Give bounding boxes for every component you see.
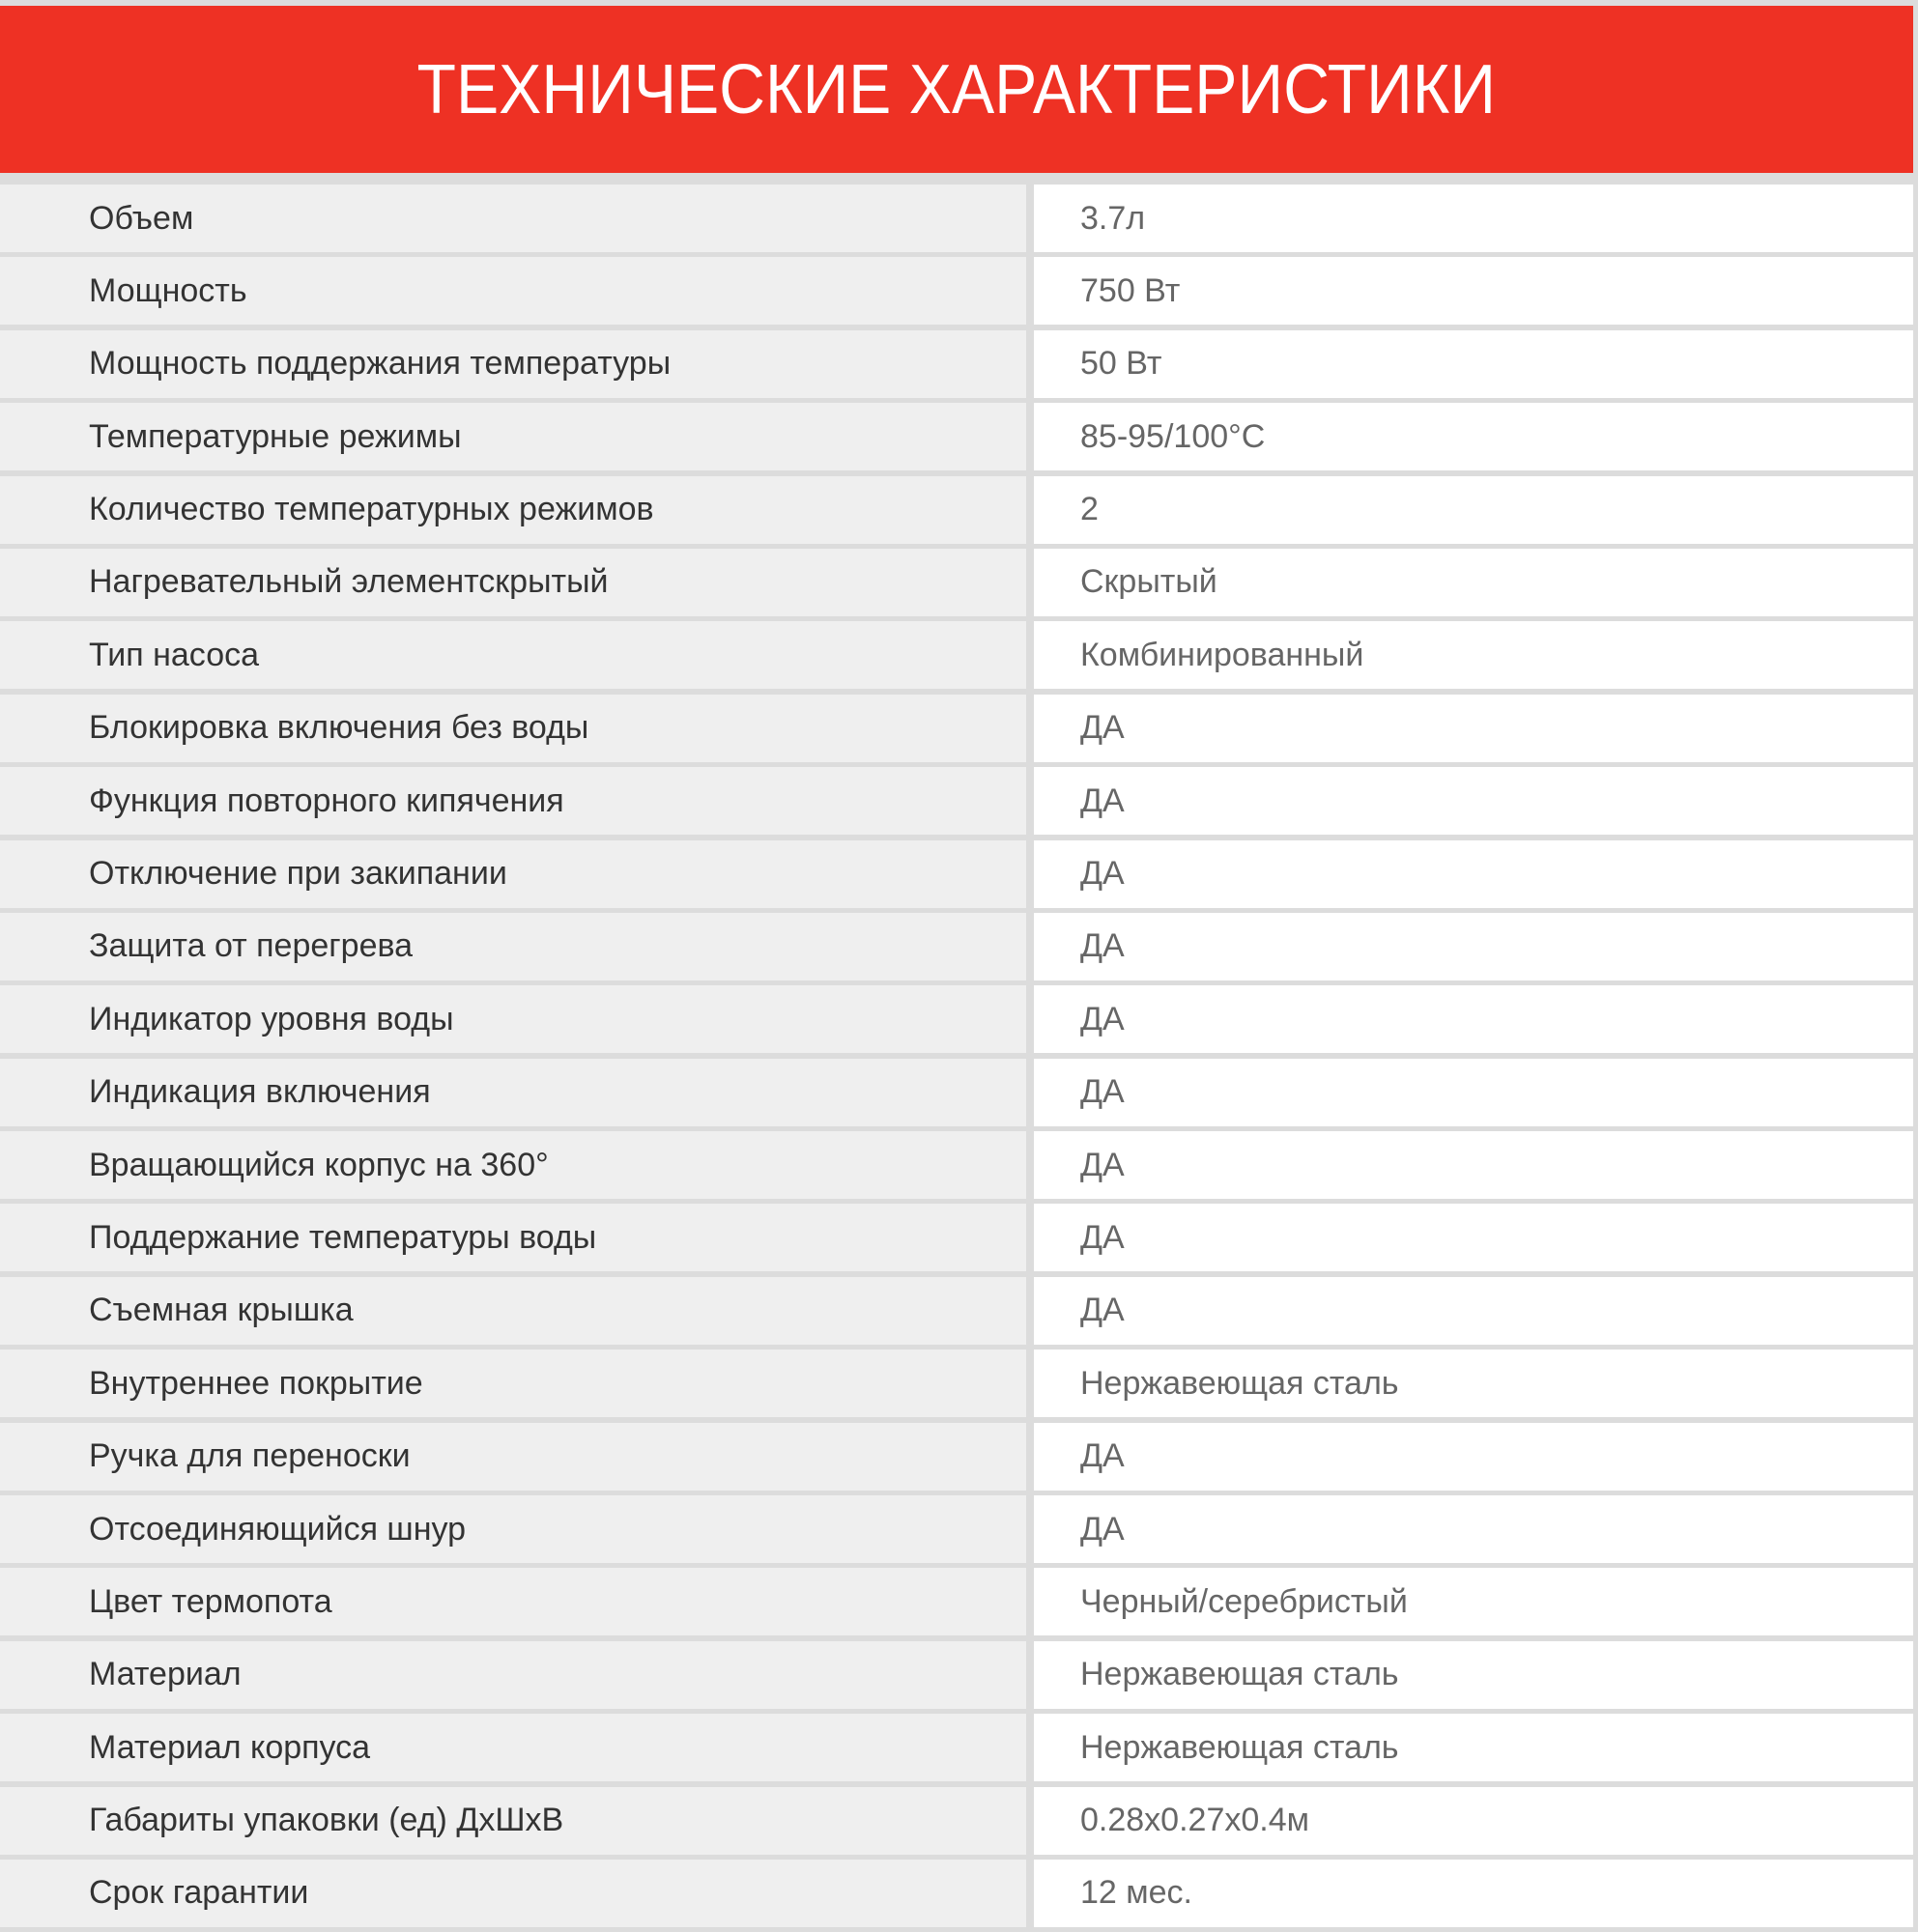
- spec-label: Тип насоса: [0, 621, 1026, 689]
- spec-label: Габариты упаковки (ед) ДхШхВ: [0, 1787, 1026, 1855]
- spec-value: Нержавеющая сталь: [1034, 1714, 1913, 1781]
- table-row: [0, 476, 1913, 544]
- table-row: [0, 1059, 1913, 1126]
- table-row: [0, 1787, 1913, 1855]
- table-row: [0, 1714, 1913, 1781]
- spec-label: Отключение при закипании: [0, 840, 1026, 908]
- spec-value: ДА: [1034, 1277, 1913, 1345]
- spec-label: Внутреннее покрытие: [0, 1350, 1026, 1417]
- spec-label: Нагревательный элементскрытый: [0, 549, 1026, 616]
- spec-value: 2: [1034, 476, 1913, 544]
- spec-value: Скрытый: [1034, 549, 1913, 616]
- spec-label: Срок гарантии: [0, 1860, 1026, 1927]
- spec-value: ДА: [1034, 1131, 1913, 1199]
- table-row: [0, 1277, 1913, 1345]
- spec-label: Цвет термопота: [0, 1568, 1026, 1635]
- spec-value: Черный/серебристый: [1034, 1568, 1913, 1635]
- spec-value: Комбинированный: [1034, 621, 1913, 689]
- table-row: [0, 1568, 1913, 1635]
- header-banner: [0, 6, 1913, 173]
- spec-value: 0.28x0.27x0.4м: [1034, 1787, 1913, 1855]
- spec-value: ДА: [1034, 695, 1913, 762]
- spec-value: ДА: [1034, 1204, 1913, 1271]
- spec-value: ДА: [1034, 767, 1913, 835]
- table-row: [0, 1350, 1913, 1417]
- spec-label: Индикатор уровня воды: [0, 985, 1026, 1053]
- table-row: [0, 330, 1913, 398]
- page-title: ТЕХНИЧЕСКИЕ ХАРАКТЕРИСТИКИ: [416, 50, 1497, 128]
- spec-label: Вращающийся корпус на 360°: [0, 1131, 1026, 1199]
- spec-value: ДА: [1034, 985, 1913, 1053]
- table-row: [0, 1131, 1913, 1199]
- spec-label: Температурные режимы: [0, 403, 1026, 470]
- spec-label: Функция повторного кипячения: [0, 767, 1026, 835]
- table-row: [0, 1641, 1913, 1709]
- spec-label: Материал корпуса: [0, 1714, 1026, 1781]
- table-row: [0, 913, 1913, 980]
- spec-label: Мощность поддержания температуры: [0, 330, 1026, 398]
- spec-value: ДА: [1034, 840, 1913, 908]
- table-row: [0, 1204, 1913, 1271]
- spec-value: 85-95/100°C: [1034, 403, 1913, 470]
- spec-value: ДА: [1034, 1495, 1913, 1563]
- spec-label: Материал: [0, 1641, 1026, 1709]
- spec-label: Ручка для переноски: [0, 1423, 1026, 1491]
- specs-table: [0, 185, 1913, 1932]
- spec-value: ДА: [1034, 913, 1913, 980]
- table-row: [0, 695, 1913, 762]
- spec-label: Объем: [0, 185, 1026, 252]
- spec-value: 12 мес.: [1034, 1860, 1913, 1927]
- table-row: [0, 767, 1913, 835]
- table-row: [0, 257, 1913, 325]
- table-row: [0, 840, 1913, 908]
- spec-label: Индикация включения: [0, 1059, 1026, 1126]
- spec-label: Поддержание температуры воды: [0, 1204, 1026, 1271]
- table-row: [0, 1423, 1913, 1491]
- spec-value: 750 Вт: [1034, 257, 1913, 325]
- spec-value: 50 Вт: [1034, 330, 1913, 398]
- spec-label: Съемная крышка: [0, 1277, 1026, 1345]
- spec-label: Количество температурных режимов: [0, 476, 1026, 544]
- table-row: [0, 403, 1913, 470]
- spec-value: 3.7л: [1034, 185, 1913, 252]
- spec-label: Мощность: [0, 257, 1026, 325]
- table-row: [0, 985, 1913, 1053]
- spec-value: Нержавеющая сталь: [1034, 1641, 1913, 1709]
- spec-value: ДА: [1034, 1059, 1913, 1126]
- table-row: [0, 1495, 1913, 1563]
- table-row: [0, 621, 1913, 689]
- spec-value: ДА: [1034, 1423, 1913, 1491]
- table-row: [0, 549, 1913, 616]
- spec-label: Отсоединяющийся шнур: [0, 1495, 1026, 1563]
- spec-value: Нержавеющая сталь: [1034, 1350, 1913, 1417]
- table-row: [0, 1860, 1913, 1927]
- spec-label: Защита от перегрева: [0, 913, 1026, 980]
- table-row: [0, 185, 1913, 252]
- spec-label: Блокировка включения без воды: [0, 695, 1026, 762]
